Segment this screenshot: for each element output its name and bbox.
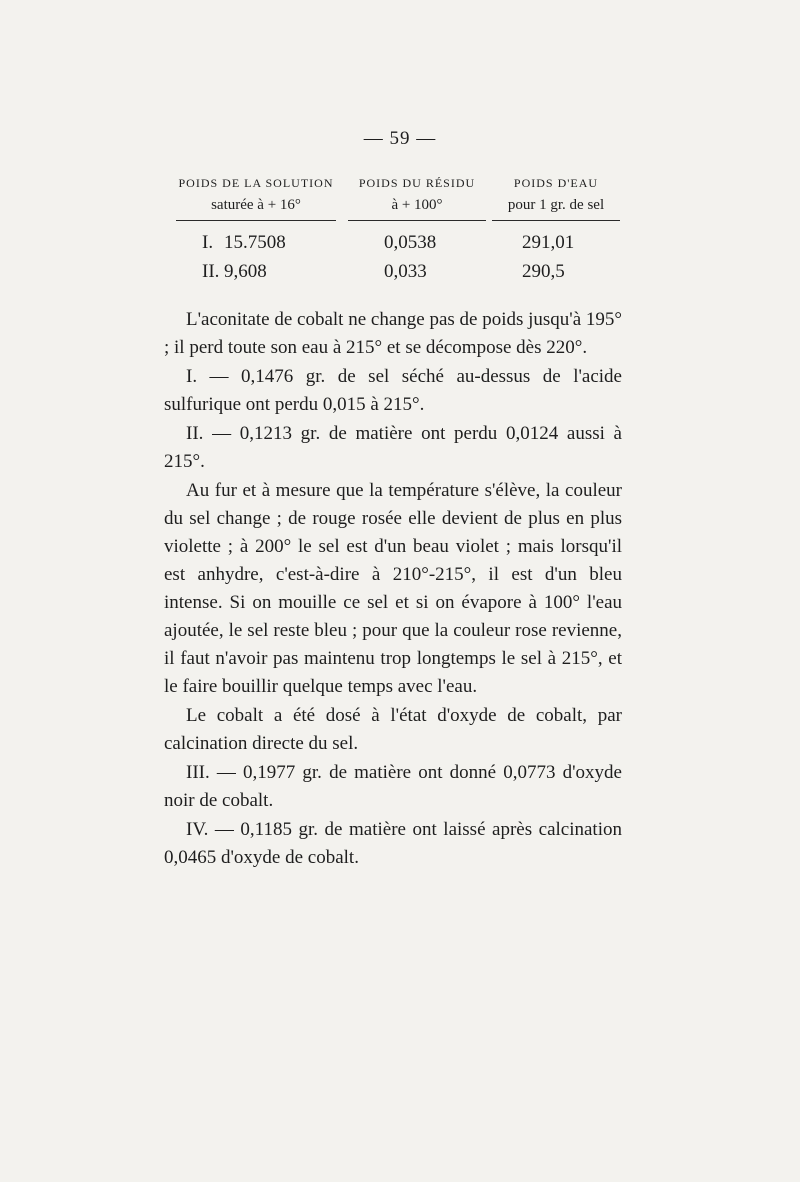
row-number: I. bbox=[202, 232, 214, 253]
row-number: II. bbox=[202, 261, 220, 282]
water-weight-value: 291,01 bbox=[522, 232, 575, 253]
paragraph: I. — 0,1476 gr. de sel séché au-dessus de l'acide sulfurique ont perdu 0,015 à 215°. bbox=[164, 366, 622, 415]
paragraph: IV. — 0,1185 gr. de matière ont laissé après calcination 0,0465 d'oxyde de cobalt. bbox=[164, 819, 622, 868]
data-table bbox=[176, 176, 620, 290]
residue-weight-value: 0,033 bbox=[384, 261, 427, 282]
paragraph: III. — 0,1977 gr. de matière ont donné 0,0773 d'oxyde noir de cobalt. bbox=[164, 762, 622, 811]
body-text bbox=[164, 306, 622, 873]
header-residue-weight bbox=[348, 176, 486, 221]
paragraph: Le cobalt a été dosé à l'état d'oxyde de cobalt, par calcination directe du sel. bbox=[164, 705, 622, 754]
paragraph: L'aconitate de cobalt ne change pas de poids jusqu'à 195° ; il perd toute son eau à 215° et se décompose dès 220°. bbox=[164, 309, 622, 358]
residue-weight-value: 0,0538 bbox=[384, 232, 437, 253]
solution-weight-value: 15.7508 bbox=[224, 232, 286, 253]
header-water-weight bbox=[492, 176, 620, 221]
paragraph: Au fur et à mesure que la température s'élève, la couleur du sel change ; de rouge rosée elle devient de plus en plus violette ; à 200° le sel est d'un beau violet ; mais lorsqu'il est anhydre, c'est-à-dire à 210°-215°, il est d'un bleu intense. Si on mouille ce sel et si on évapore à 100° l'eau ajoutée, le sel reste bleu ; pour que la couleur rose revienne, il faut n'avoir pas maintenu trop longtemps le sel à 215°, et le faire bouillir quelque temps avec l'eau. bbox=[164, 480, 622, 697]
header-subcaption: à + 100° bbox=[348, 197, 486, 221]
solution-weight-value: 9,608 bbox=[224, 261, 267, 282]
table-row bbox=[176, 232, 620, 261]
header-caption: POIDS DE LA SOLUTION bbox=[178, 176, 334, 190]
water-weight-value: 290,5 bbox=[522, 261, 565, 282]
header-subcaption: saturée à + 16° bbox=[176, 197, 336, 221]
header-caption: POIDS D'EAU bbox=[513, 176, 599, 190]
header-subcaption: pour 1 gr. de sel bbox=[492, 197, 620, 221]
header-solution-weight bbox=[176, 176, 336, 221]
table-row bbox=[176, 261, 620, 290]
paragraph: II. — 0,1213 gr. de matière ont perdu 0,0124 aussi à 215°. bbox=[164, 423, 622, 472]
table-header bbox=[176, 176, 620, 232]
header-caption: POIDS DU RÉSIDU bbox=[358, 176, 476, 190]
page-number: — 59 — bbox=[363, 128, 437, 149]
